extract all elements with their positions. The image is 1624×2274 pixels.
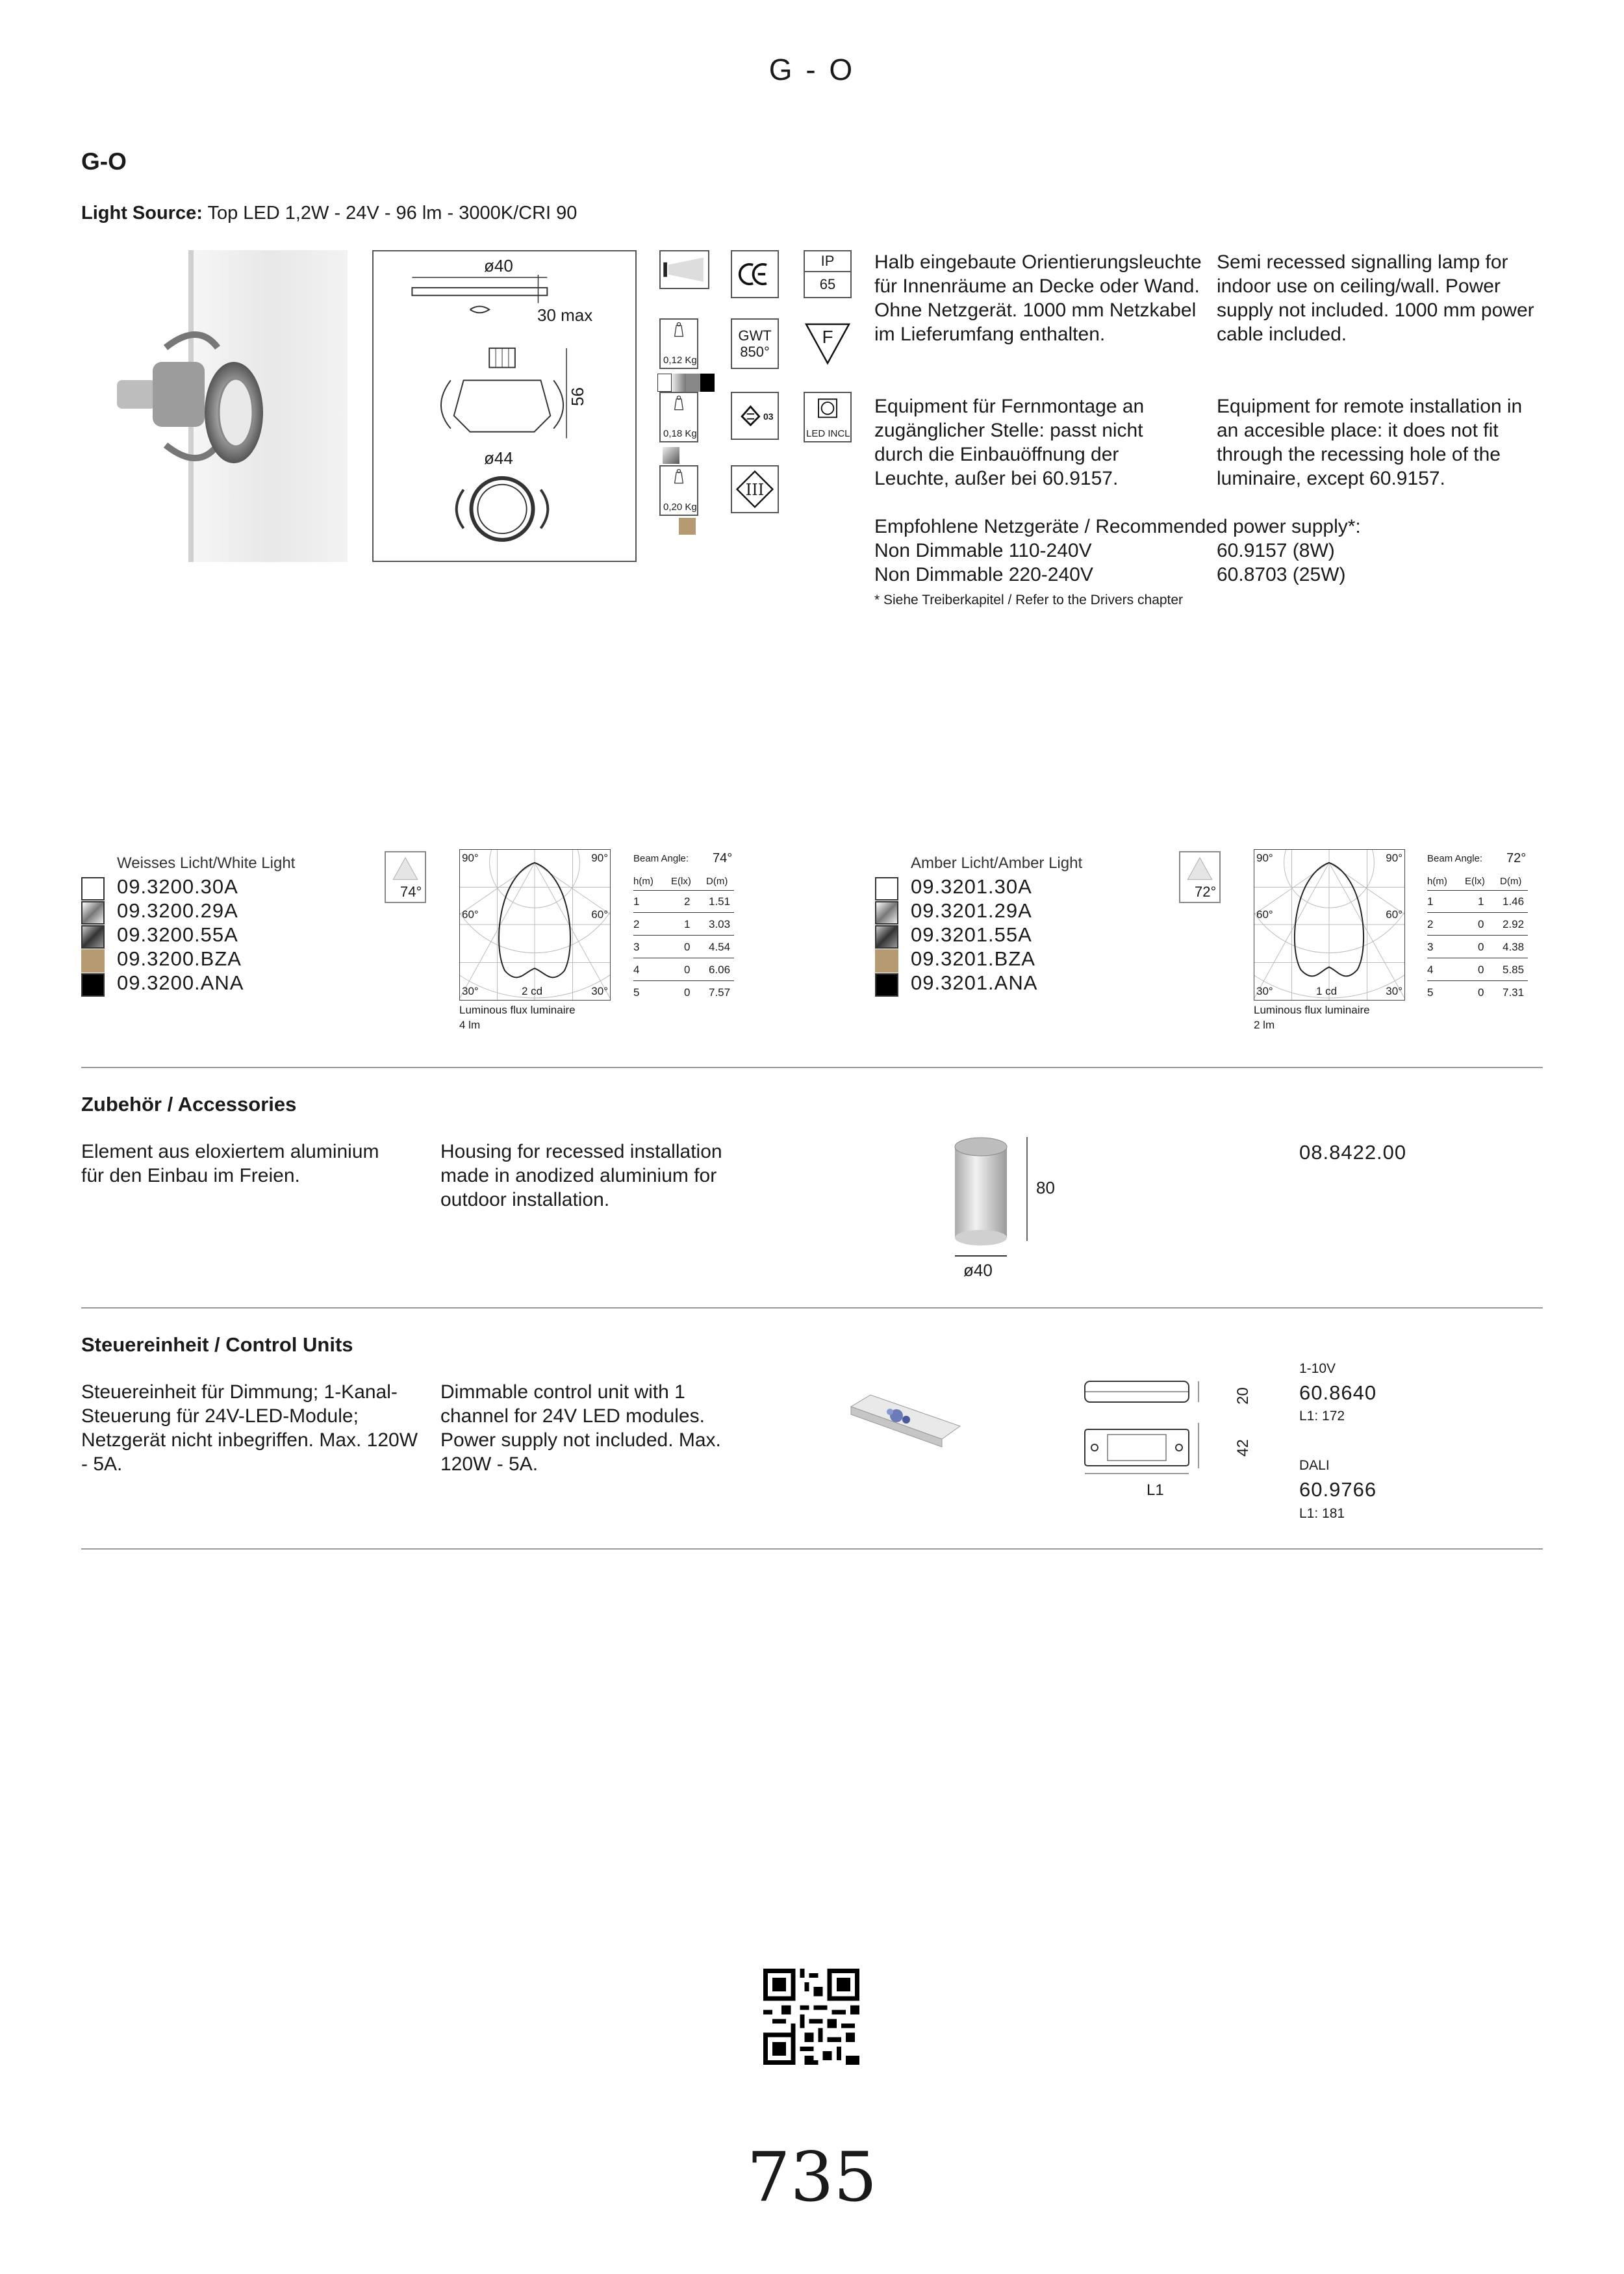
gwt-label: GWT bbox=[738, 327, 772, 344]
polar-label: 30° bbox=[1386, 985, 1402, 997]
table-cell: 1 bbox=[633, 895, 640, 908]
table-cell: 4 bbox=[1427, 964, 1434, 976]
beam-angle-box-1 bbox=[385, 851, 426, 903]
control-length-dim: L1 bbox=[1147, 1481, 1164, 1499]
table-cell: 3 bbox=[633, 941, 640, 953]
control-option-2-label: DALI bbox=[1299, 1458, 1330, 1473]
description-de-1: Halb eingebaute Orientierungsleuchte für Innenräume an Decke oder Wand. Ohne Netzgerät. 1000 mm Netzkabel im Lieferumfang enthalten. bbox=[874, 251, 1202, 345]
accessory-housing-image bbox=[945, 1134, 1036, 1257]
control-width-dim: 42 bbox=[1234, 1439, 1252, 1457]
table-cell: 2.92 bbox=[1503, 918, 1525, 930]
variant-1-code: 09.3200.30A bbox=[117, 875, 238, 898]
control-unit-image bbox=[844, 1387, 968, 1459]
description-en-2: Equipment for remote installation in an accesible place: it does not fit through the recessing hole of the luminaire, except 60.9157. bbox=[1217, 396, 1523, 489]
swatch-dark-chrome bbox=[81, 925, 105, 949]
accessories-text-de: Element aus eloxiertem aluminium für den Einbau im Freien. bbox=[81, 1141, 379, 1186]
energy-value: 03 bbox=[763, 411, 774, 422]
flux-label-2: Luminous flux luminaire bbox=[1254, 1004, 1370, 1016]
energy-label-box bbox=[731, 392, 779, 440]
beam-angle-value: 74° bbox=[400, 884, 422, 900]
divider bbox=[81, 1307, 1543, 1309]
ce-mark-box bbox=[731, 250, 779, 298]
variant-1-code: 09.3200.ANA bbox=[117, 971, 244, 994]
table-cell: 3 bbox=[1427, 941, 1434, 953]
polar-candela: 2 cd bbox=[522, 985, 543, 997]
ip-label: IP bbox=[805, 251, 850, 272]
product-title: G-O bbox=[81, 148, 127, 175]
technical-drawing bbox=[372, 250, 637, 562]
beam-angle-box-2 bbox=[1179, 851, 1221, 903]
led-incl-label: LED INCL bbox=[806, 428, 850, 439]
polar-label: 90° bbox=[462, 852, 479, 864]
drawing-bottom-diameter: ø44 bbox=[484, 448, 513, 468]
table-head-h: h(m) bbox=[1427, 876, 1447, 887]
table-cell: 0 bbox=[1478, 964, 1484, 976]
variant-2-code: 09.3201.30A bbox=[911, 875, 1032, 898]
light-source-value: Top LED 1,2W - 24V - 96 lm - 3000K/CRI 90 bbox=[207, 203, 577, 224]
class-label: III bbox=[745, 481, 765, 499]
table-cell: 2 bbox=[1427, 918, 1434, 930]
control-option-1-label: 1-10V bbox=[1299, 1361, 1336, 1376]
accessory-code: 08.8422.00 bbox=[1299, 1141, 1407, 1164]
control-option-1-l1: L1: 172 bbox=[1299, 1409, 1345, 1424]
table-cell: 5.85 bbox=[1503, 964, 1525, 976]
table-cell: 0 bbox=[684, 941, 691, 953]
table-cell: 3.03 bbox=[709, 918, 731, 930]
polar-diagram-1 bbox=[459, 849, 611, 1001]
table-cell: 7.31 bbox=[1503, 986, 1525, 999]
psu-code-2: 60.8703 (25W) bbox=[1217, 564, 1346, 585]
polar-label: 90° bbox=[1256, 852, 1273, 864]
accessories-text-en: Housing for recessed installation made in anodized aluminium for outdoor installation. bbox=[440, 1141, 722, 1210]
divider bbox=[81, 1548, 1543, 1550]
table-cell: 4.38 bbox=[1503, 941, 1525, 953]
variant-1-heading: Weisses Licht/White Light bbox=[117, 854, 296, 872]
control-option-2-code: 60.9766 bbox=[1299, 1478, 1377, 1501]
table-cell: 1 bbox=[1427, 895, 1434, 908]
flux-label-1: Luminous flux luminaire bbox=[459, 1004, 576, 1016]
table-cell: 4 bbox=[633, 964, 640, 976]
polar-label: 60° bbox=[1386, 908, 1402, 921]
psu-label-1: Non Dimmable 110-240V bbox=[874, 540, 1092, 561]
swatch-dark-chrome bbox=[875, 925, 898, 949]
beam-direction-icon bbox=[659, 250, 709, 289]
variant-1-code: 09.3200.55A bbox=[117, 923, 238, 946]
f-mark-box bbox=[804, 322, 852, 366]
table-cell: 1.46 bbox=[1503, 895, 1525, 908]
polar-diagram-2 bbox=[1254, 849, 1405, 1001]
weight-box-3 bbox=[659, 465, 698, 516]
accessories-title: Zubehör / Accessories bbox=[81, 1093, 297, 1116]
psu-label-2: Non Dimmable 220-240V bbox=[874, 564, 1093, 585]
chrome-swatch bbox=[663, 447, 679, 464]
accessory-height: 80 bbox=[1036, 1178, 1055, 1197]
led-incl-box bbox=[804, 392, 852, 442]
table-head-e: E(lx) bbox=[1465, 876, 1485, 887]
weight-1: 0,12 Kg bbox=[663, 355, 697, 366]
ip-value: 65 bbox=[819, 276, 836, 292]
light-source bbox=[81, 203, 577, 224]
f-mark-label: F bbox=[822, 327, 833, 347]
weight-icon bbox=[661, 393, 697, 426]
polar-candela: 1 cd bbox=[1316, 985, 1338, 997]
drawing-top-diameter: ø40 bbox=[484, 256, 513, 275]
polar-label: 30° bbox=[591, 985, 608, 997]
page-number: 735 bbox=[746, 2138, 878, 2217]
gwt-box bbox=[731, 318, 779, 369]
table-cell: 5 bbox=[633, 986, 640, 999]
polar-label: 60° bbox=[591, 908, 608, 921]
swatch-bronze bbox=[81, 949, 105, 973]
table-cell: 5 bbox=[1427, 986, 1434, 999]
finish-swatch-strip bbox=[657, 374, 715, 392]
bronze-swatch bbox=[679, 518, 696, 535]
description-en-1: Semi recessed signalling lamp for indoor use on ceiling/wall. Power supply not included. 1000 mm power cable included. bbox=[1217, 251, 1534, 345]
beam-angle-value: 72° bbox=[1195, 884, 1217, 900]
weight-2: 0,18 Kg bbox=[663, 428, 697, 439]
polar-label: 60° bbox=[462, 908, 479, 921]
swatch-chrome bbox=[875, 901, 898, 925]
control-text-en: Dimmable control unit with 1 channel for 24V LED modules. Power supply not included. Max. 120W - 5A. bbox=[440, 1381, 721, 1475]
ip-box bbox=[804, 250, 852, 298]
weight-box-1 bbox=[659, 318, 698, 369]
polar-label: 30° bbox=[1256, 985, 1273, 997]
psu-title: Empfohlene Netzgeräte / Recommended power supply*: bbox=[874, 516, 1361, 537]
swatch-black bbox=[81, 973, 105, 997]
swatch-chrome bbox=[81, 901, 105, 925]
product-photo bbox=[101, 250, 348, 562]
table-cell: 6.06 bbox=[709, 964, 731, 976]
polar-label: 90° bbox=[1386, 852, 1402, 864]
variant-2-heading: Amber Licht/Amber Light bbox=[911, 854, 1083, 872]
accessory-diameter: ø40 bbox=[963, 1260, 993, 1280]
description-de-2: Equipment für Fernmontage an zugänglicher Stelle: passt nicht durch die Einbauöffnung der Leuchte, außer bei 60.9157. bbox=[874, 396, 1145, 489]
psu-code-1: 60.9157 (8W) bbox=[1217, 540, 1335, 561]
beam-angle-label: Beam Angle: bbox=[1427, 853, 1483, 864]
ce-icon bbox=[732, 251, 778, 297]
table-head-d: D(m) bbox=[1500, 876, 1522, 887]
table-head-h: h(m) bbox=[633, 876, 653, 887]
control-option-1-code: 60.8640 bbox=[1299, 1381, 1377, 1404]
table-cell: 2 bbox=[684, 895, 691, 908]
weight-box-2 bbox=[659, 392, 698, 442]
led-icon bbox=[805, 393, 850, 429]
beam-angle-value: 74° bbox=[713, 851, 733, 865]
psu-footnote: * Siehe Treiberkapitel / Refer to the Drivers chapter bbox=[874, 593, 1184, 607]
beam-angle-value: 72° bbox=[1506, 851, 1527, 865]
polar-label: 90° bbox=[591, 852, 608, 864]
variant-2-code: 09.3201.29A bbox=[911, 899, 1032, 922]
qr-code[interactable] bbox=[763, 1969, 859, 2065]
flux-value-2: 2 lm bbox=[1254, 1019, 1275, 1031]
table-cell: 7.57 bbox=[709, 986, 731, 999]
control-title: Steuereinheit / Control Units bbox=[81, 1333, 353, 1356]
page-header-title: G - O bbox=[768, 53, 856, 86]
accessory-diameter-line bbox=[955, 1255, 1007, 1257]
table-cell: 0 bbox=[1478, 986, 1484, 999]
table-cell: 4.54 bbox=[709, 941, 731, 953]
variant-2-code: 09.3201.BZA bbox=[911, 947, 1035, 970]
swatch-black bbox=[875, 973, 898, 997]
gwt-value: 850° bbox=[740, 344, 770, 360]
swatch-bronze bbox=[875, 949, 898, 973]
beam-angle-label: Beam Angle: bbox=[633, 853, 689, 864]
drawing-depth: 30 max bbox=[537, 305, 593, 325]
table-cell: 0 bbox=[684, 964, 691, 976]
control-text-de: Steuereinheit für Dimmung; 1-Kanal-Steuerung für 24V-LED-Module; Netzgerät nicht inbegriffen. Max. 120W - 5A. bbox=[81, 1381, 418, 1475]
variant-2-code: 09.3201.55A bbox=[911, 923, 1032, 946]
swatch-white bbox=[875, 877, 898, 901]
polar-label: 30° bbox=[462, 985, 479, 997]
weight-icon bbox=[661, 466, 697, 499]
class-box bbox=[731, 465, 779, 513]
weight-icon bbox=[661, 320, 697, 352]
table-cell: 1 bbox=[1478, 895, 1484, 908]
drawing-height: 56 bbox=[567, 387, 587, 406]
table-cell: 1 bbox=[684, 918, 691, 930]
control-height-dim: 20 bbox=[1234, 1387, 1252, 1405]
polar-label: 60° bbox=[1256, 908, 1273, 921]
swatch-white bbox=[81, 877, 105, 901]
table-cell: 2 bbox=[633, 918, 640, 930]
table-head-e: E(lx) bbox=[671, 876, 691, 887]
variant-2-code: 09.3201.ANA bbox=[911, 971, 1038, 994]
table-head-d: D(m) bbox=[706, 876, 728, 887]
table-cell: 0 bbox=[1478, 918, 1484, 930]
variant-1-code: 09.3200.29A bbox=[117, 899, 238, 922]
table-cell: 0 bbox=[684, 986, 691, 999]
control-option-2-l1: L1: 181 bbox=[1299, 1506, 1345, 1521]
weight-3: 0,20 Kg bbox=[663, 502, 697, 513]
variant-1-code: 09.3200.BZA bbox=[117, 947, 242, 970]
flux-value-1: 4 lm bbox=[459, 1019, 481, 1031]
table-cell: 1.51 bbox=[709, 895, 731, 908]
table-cell: 0 bbox=[1478, 941, 1484, 953]
light-source-label: Light Source: bbox=[81, 203, 203, 224]
divider bbox=[81, 1067, 1543, 1068]
